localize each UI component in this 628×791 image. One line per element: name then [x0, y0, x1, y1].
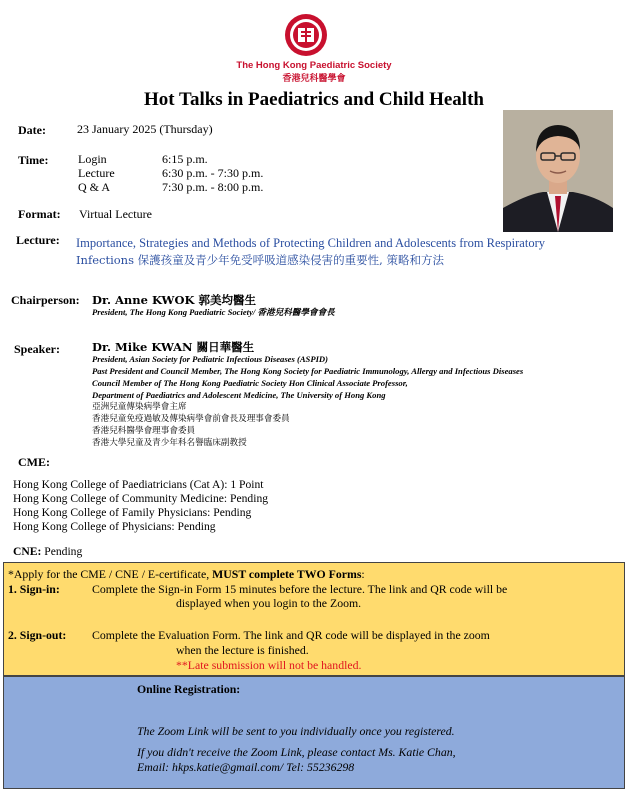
chairperson-label: Chairperson:	[11, 293, 80, 307]
signin-line2: displayed when you login to the Zoom.	[176, 596, 362, 610]
date-label: Date:	[18, 123, 46, 137]
speaker-bio-zh-line: 香港兒童免疫過敏及傳染病學會前會長及理事會委員	[92, 414, 290, 424]
speaker-bio-line: Department of Paediatrics and Adolescent Medicine, The University of Hong Kong	[92, 390, 386, 400]
speaker-bio-zh-line: 亞洲兒童傳染病學會主席	[92, 402, 187, 412]
chairperson-role: President, The Hong Kong Paediatric Society/ 香港兒科醫學會會長	[92, 307, 335, 317]
schedule-item: Login	[78, 152, 107, 166]
signin-line1: Complete the Sign-in Form 15 minutes before the lecture. The link and QR code will be	[92, 582, 508, 596]
speaker-photo	[503, 110, 613, 232]
speaker-label: Speaker:	[14, 342, 60, 356]
schedule-item: Lecture	[78, 166, 115, 180]
speaker-bio-line: President, Asian Society for Pediatric Infectious Diseases (ASPID)	[92, 354, 329, 364]
cne-line	[13, 545, 82, 559]
speaker-bio-zh-line: 香港兒科醫學會理事會委員	[92, 426, 196, 436]
schedule-item: Q & A	[78, 180, 111, 194]
org-name-en: The Hong Kong Paediatric Society	[236, 60, 392, 71]
lecture-label: Lecture:	[16, 233, 60, 247]
registration-heading: Online Registration:	[137, 682, 241, 696]
society-crest-logo-icon	[283, 12, 329, 58]
signin-label: 1. Sign-in:	[8, 582, 60, 596]
cme-item: Hong Kong College of Paediatricians (Cat A): 1 Point	[13, 478, 264, 491]
contact-line1: If you didn't receive the Zoom Link, please contact Ms. Katie Chan,	[137, 745, 456, 759]
time-label: Time:	[18, 153, 49, 167]
format-value: Virtual Lecture	[79, 207, 152, 221]
apply-intro	[8, 567, 365, 581]
cne-value: Pending	[44, 545, 83, 558]
speaker-name: Dr. Mike KWAN 關日華醫生	[92, 340, 255, 354]
lecture-title-line2: Infections 保護孩童及青少年免受呼吸道感染侵害的重要性, 策略和方法	[76, 253, 444, 267]
signout-line2: when the lecture is finished.	[176, 643, 309, 657]
schedule-time: 6:15 p.m.	[162, 152, 208, 166]
org-name-zh: 香港兒科醫學會	[282, 74, 346, 84]
page-title: Hot Talks in Paediatrics and Child Health	[144, 89, 484, 110]
format-label: Format:	[18, 207, 61, 221]
apply-intro-bold: MUST complete TWO Forms	[212, 567, 362, 581]
zoom-note: The Zoom Link will be sent to you individually once you registered.	[137, 724, 455, 738]
cme-label: CME:	[18, 455, 50, 469]
chairperson-name: Dr. Anne KWOK 郭美均醫生	[92, 293, 256, 307]
cme-item: Hong Kong College of Family Physicians: Pending	[13, 506, 252, 519]
cme-item: Hong Kong College of Physicians: Pending	[13, 520, 216, 533]
schedule-time: 7:30 p.m. - 8:00 p.m.	[162, 180, 264, 194]
apply-intro-pre: *Apply for the CME / CNE / E-certificate,	[8, 567, 213, 581]
speaker-bio-line: Council Member of The Hong Kong Paediatric Society Hon Clinical Associate Professor,	[92, 378, 408, 388]
speaker-bio-line: Past President and Council Member, The Hong Kong Society for Paediatric Immunology, Allergy and Infectious Diseases	[92, 366, 524, 376]
speaker-bio-zh-line: 香港大學兒童及青少年科名譽臨床副教授	[92, 438, 247, 448]
lecture-title-line1: Importance, Strategies and Methods of Protecting Children and Adolescents from Respiratory	[76, 236, 545, 250]
schedule-time: 6:30 p.m. - 7:30 p.m.	[162, 166, 264, 180]
cme-item: Hong Kong College of Community Medicine: Pending	[13, 492, 269, 505]
cne-label: CNE:	[13, 545, 42, 558]
contact-line2: Email: hkps.katie@gmail.com/ Tel: 55236298	[137, 760, 355, 774]
date-value: 23 January 2025 (Thursday)	[77, 122, 213, 136]
signout-line1: Complete the Evaluation Form. The link and QR code will be displayed in the zoom	[92, 628, 490, 642]
late-note: **Late submission will not be handled.	[176, 658, 362, 672]
apply-intro-post: :	[361, 567, 365, 581]
signout-label: 2. Sign-out:	[8, 628, 67, 642]
